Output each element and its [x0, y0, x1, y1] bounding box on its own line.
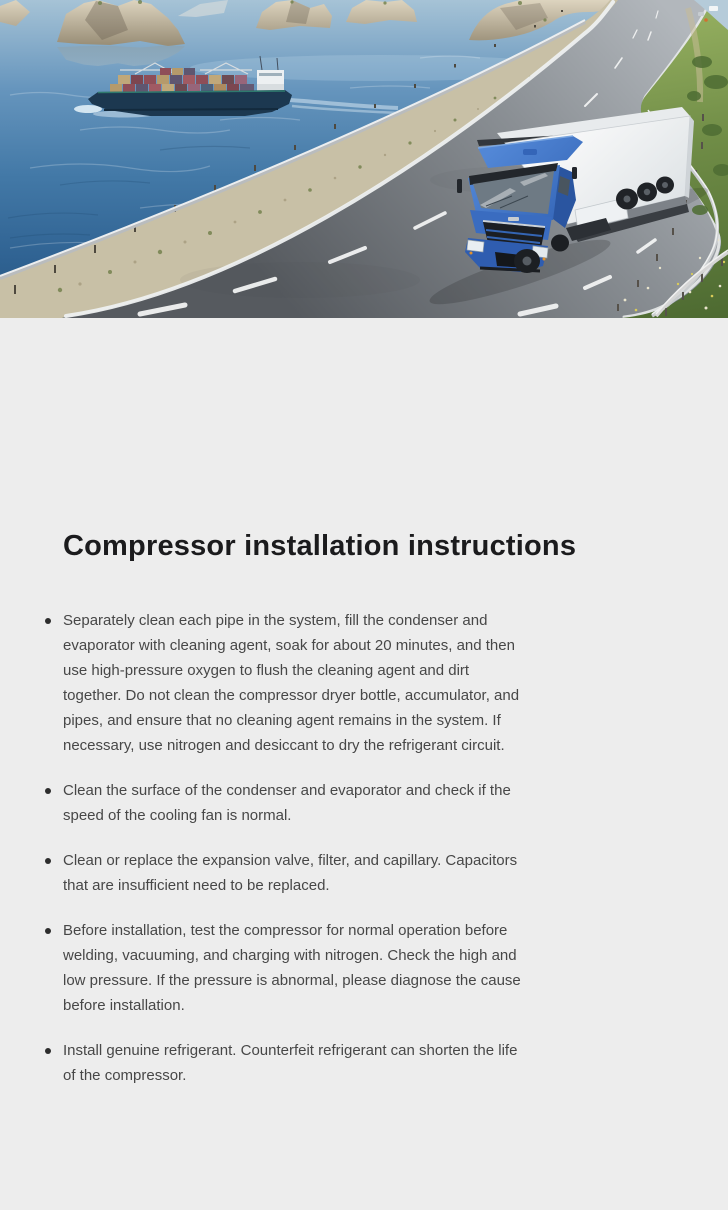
- list-item: [44, 608, 529, 758]
- hero-photo: [0, 0, 728, 318]
- list-item-text: Separately clean each pipe in the system, fill the condenser and evaporator with cleaning agent, soak for about 20 minutes, and then use high-pressure oxygen to flush the cleaning agent and dirt together. Do not clean the compressor dryer bottle, accumulator, and pipes, and ensure that no cleaning agent remains in the system. If necessary, use nitrogen and desiccant to dry the refrigerant circuit.: [63, 612, 520, 754]
- page-title: Compressor installation instructions: [63, 530, 577, 562]
- instructions-list: [44, 608, 728, 1088]
- coastal-highway-illustration: [0, 0, 728, 318]
- list-item: [44, 918, 529, 1018]
- list-item-text: Install genuine refrigerant. Counterfeit refrigerant can shorten the life of the compressor.: [63, 1042, 518, 1084]
- list-item-text: Before installation, test the compressor for normal operation before welding, vacuuming, and charging with nitrogen. Check the high and low pressure. If the pressure is abnormal, please diagnose the cause before installation.: [63, 922, 521, 1014]
- instructions-section: [0, 318, 728, 1088]
- list-item: [44, 778, 529, 828]
- list-item-text: Clean the surface of the condenser and evaporator and check if the speed of the cooling fan is normal.: [63, 782, 511, 824]
- list-item: [44, 1038, 529, 1088]
- list-item-text: Clean or replace the expansion valve, filter, and capillary. Capacitors that are insufficient need to be replaced.: [63, 852, 518, 894]
- distant-car: [709, 6, 718, 11]
- list-item: [44, 848, 529, 898]
- distant-car: [698, 12, 704, 16]
- road-cone: [704, 18, 708, 22]
